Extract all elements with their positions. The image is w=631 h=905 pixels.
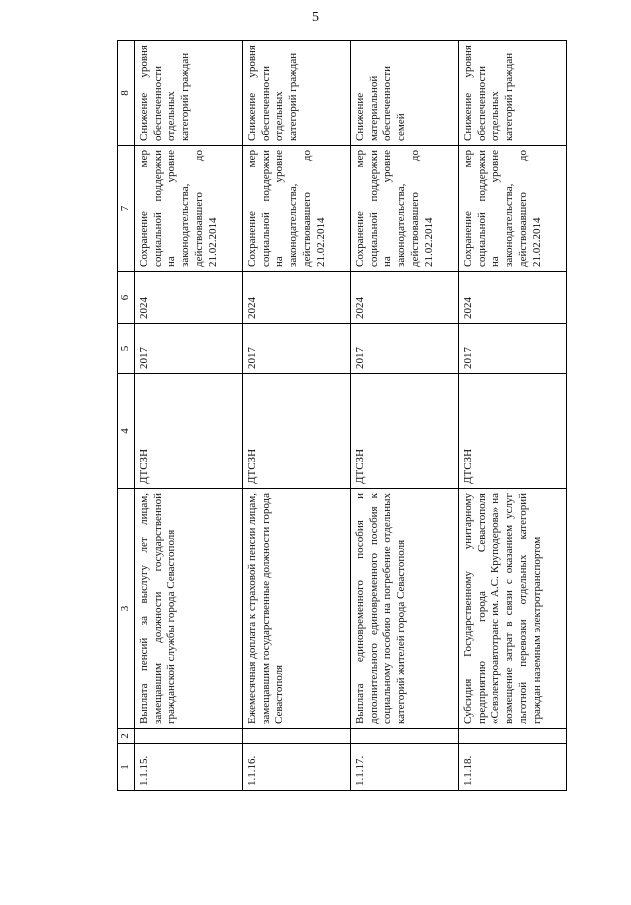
column-header: 5 (118, 324, 135, 374)
table-row (134, 41, 242, 791)
start-year: 2017 (350, 324, 458, 374)
consequence: Снижение уровня обеспеченности отдельных категорий граждан (242, 41, 350, 146)
end-year: 2024 (134, 272, 242, 324)
expected-result: Сохранение мер социальной поддержки на уровне законодательства, действовавшего до 21.02.2014 (242, 146, 350, 272)
consequence: Снижение уровня обеспеченности отдельных категорий граждан (458, 41, 566, 146)
column-header: 1 (118, 744, 135, 791)
blank-cell (134, 729, 242, 744)
executor: ДТСЗН (134, 374, 242, 489)
expected-result: Сохранение мер социальной поддержки на уровне законодательства, действовавшего до 21.02.2014 (134, 146, 242, 272)
column-header: 8 (118, 41, 135, 146)
column-header: 6 (118, 272, 135, 324)
column-header: 7 (118, 146, 135, 272)
row-number: 1.1.15. (134, 744, 242, 791)
table-row (350, 41, 458, 791)
column-header: 4 (118, 374, 135, 489)
measure-name: Выплата единовременного пособия и дополнительного единовременного пособия к социальному пособию на погребение отдельных категорий жителей города Севастополя (350, 489, 458, 729)
consequence: Снижение уровня обеспеченности отдельных категорий граждан (134, 41, 242, 146)
row-number: 1.1.17. (350, 744, 458, 791)
table-row (458, 41, 566, 791)
end-year: 2024 (350, 272, 458, 324)
executor: ДТСЗН (242, 374, 350, 489)
blank-cell (242, 729, 350, 744)
expected-result: Сохранение мер социальной поддержки на уровне законодательства, действовавшего до 21.02.2014 (458, 146, 566, 272)
row-number: 1.1.16. (242, 744, 350, 791)
start-year: 2017 (134, 324, 242, 374)
executor: ДТСЗН (350, 374, 458, 489)
page-number: 5 (312, 10, 319, 25)
measure-name: Субсидия Государственному унитарному предприятию города Севастополя «Севэлектроавтотранс им. А.С. Круподерова» на возмещение затрат в связи с оказанием услуг льготной перевозки отдельных категорий граждан наземным электротранспортом (458, 489, 566, 729)
column-header: 2 (118, 729, 135, 744)
expected-result: Сохранение мер социальной поддержки на уровне законодательства, действовавшего до 21.02.2014 (350, 146, 458, 272)
end-year: 2024 (458, 272, 566, 324)
blank-cell (458, 729, 566, 744)
table-row (242, 41, 350, 791)
consequence: Снижение материальной обеспеченности семей (350, 41, 458, 146)
measure-name: Выплата пенсий за выслугу лет лицам, замещавшим должности государственной гражданской службы города Севастополя (134, 489, 242, 729)
start-year: 2017 (242, 324, 350, 374)
end-year: 2024 (242, 272, 350, 324)
executor: ДТСЗН (458, 374, 566, 489)
column-header: 3 (118, 489, 135, 729)
blank-cell (350, 729, 458, 744)
start-year: 2017 (458, 324, 566, 374)
header-row (118, 41, 135, 791)
rotated-table-wrapper (117, 41, 567, 791)
measure-name: Ежемесячная доплата к страховой пенсии лицам, замещавшим государственные должности города Севастополя (242, 489, 350, 729)
row-number: 1.1.18. (458, 744, 566, 791)
measures-table (117, 40, 567, 791)
